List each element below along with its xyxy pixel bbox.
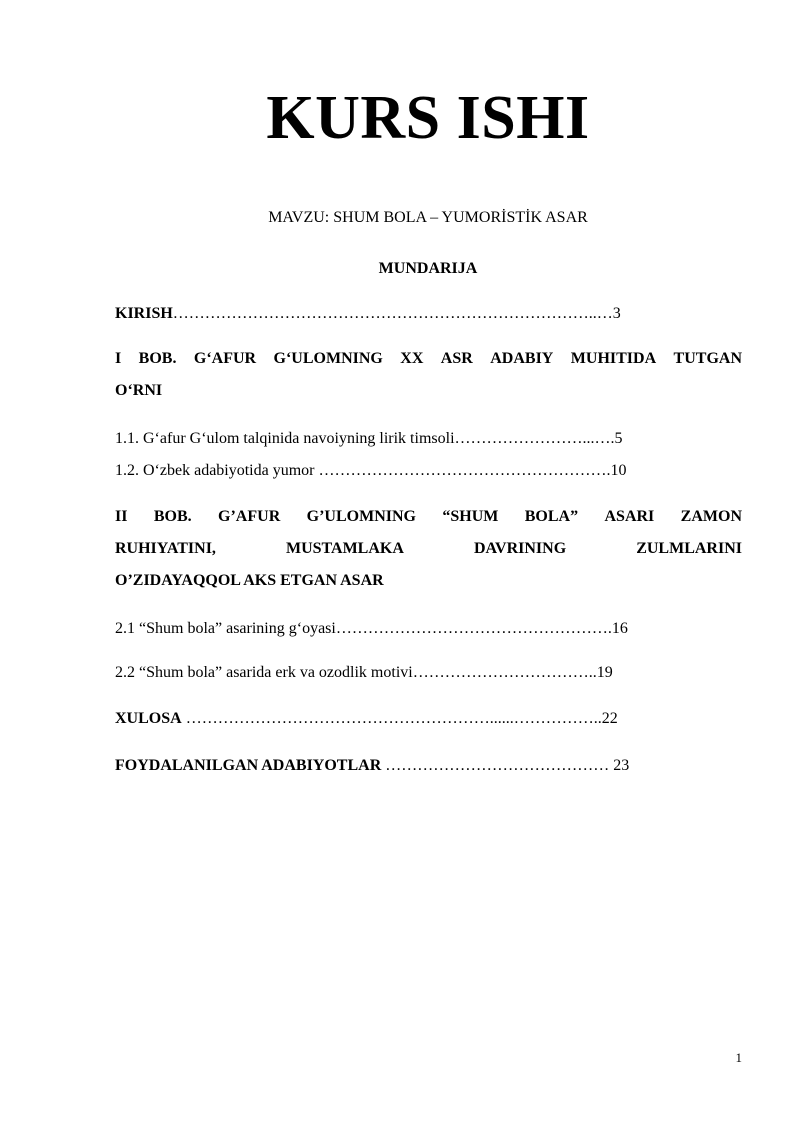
word: XX <box>400 350 424 367</box>
word: TUTGAN <box>673 350 742 367</box>
toc-conclusion-label: XULOSA <box>115 710 182 727</box>
toc-section-2-1: 2.1 “Shum bola” asarining g‘oyasi…………………………………………….16 <box>115 620 628 637</box>
toc-entry-intro <box>115 302 621 326</box>
toc-entry-references <box>115 754 629 778</box>
subject-line: MAVZU: SHUM BOLA – YUMORİSTİK ASAR <box>268 209 588 226</box>
word: ASARI <box>604 508 655 525</box>
toc-chapter-1-line-1 <box>115 343 742 375</box>
toc-chapter-2-line-3: O’ZIDAYAQQOL AKS ETGAN ASAR <box>115 572 384 589</box>
word: DAVRINING <box>473 540 567 557</box>
word: ASR <box>440 350 473 367</box>
word: MUHITIDA <box>570 350 657 367</box>
toc-heading: MUNDARIJA <box>378 260 478 277</box>
toc-section-1-2: 1.2. O‘zbek adabiyotida yumor ……………………………………………….10 <box>115 462 627 479</box>
toc-intro-leader: ……………………………………………………………………..…3 <box>172 305 621 322</box>
toc-chapter-1 <box>115 343 742 407</box>
word: G’AFUR <box>218 508 281 525</box>
word: “SHUM <box>442 508 499 525</box>
toc-section-1-1: 1.1. G‘afur G‘ulom talqinida navoiyning lirik timsoli……………………...….5 <box>115 430 623 447</box>
word: I <box>115 350 122 367</box>
toc-chapter-2-line-1 <box>115 501 742 533</box>
toc-chapter-2-line-2 <box>115 533 742 565</box>
word: ZAMON <box>680 508 742 525</box>
word: G‘ULOMNING <box>273 350 383 367</box>
word: RUHIYATINI, <box>115 540 216 557</box>
word: BOB. <box>153 508 192 525</box>
word: ZULMLARINI <box>636 540 742 557</box>
document-title: KURS ISHI <box>266 84 590 152</box>
word: II <box>115 508 128 525</box>
word: MUSTAMLAKA <box>285 540 404 557</box>
word: BOB. <box>138 350 177 367</box>
toc-section-2-2: 2.2 “Shum bola” asarida erk va ozodlik motivi……………………………..19 <box>115 664 613 681</box>
toc-chapter-1-line-2: O‘RNI <box>115 382 163 399</box>
page-number: 1 <box>735 1050 742 1065</box>
word: G’ULOMNING <box>306 508 416 525</box>
toc-conclusion-leader: …………………………………………………......……………..22 <box>181 710 618 727</box>
word: ADABIY <box>490 350 554 367</box>
toc-intro-label: KIRISH <box>115 305 173 322</box>
toc-references-label: FOYDALANILGAN ADABIYOTLAR <box>115 757 382 774</box>
toc-references-leader: …………………………………… 23 <box>381 757 630 774</box>
word: G‘AFUR <box>193 350 257 367</box>
toc-chapter-2 <box>115 501 742 597</box>
toc-entry-conclusion <box>115 707 618 731</box>
word: BOLA” <box>524 508 579 525</box>
